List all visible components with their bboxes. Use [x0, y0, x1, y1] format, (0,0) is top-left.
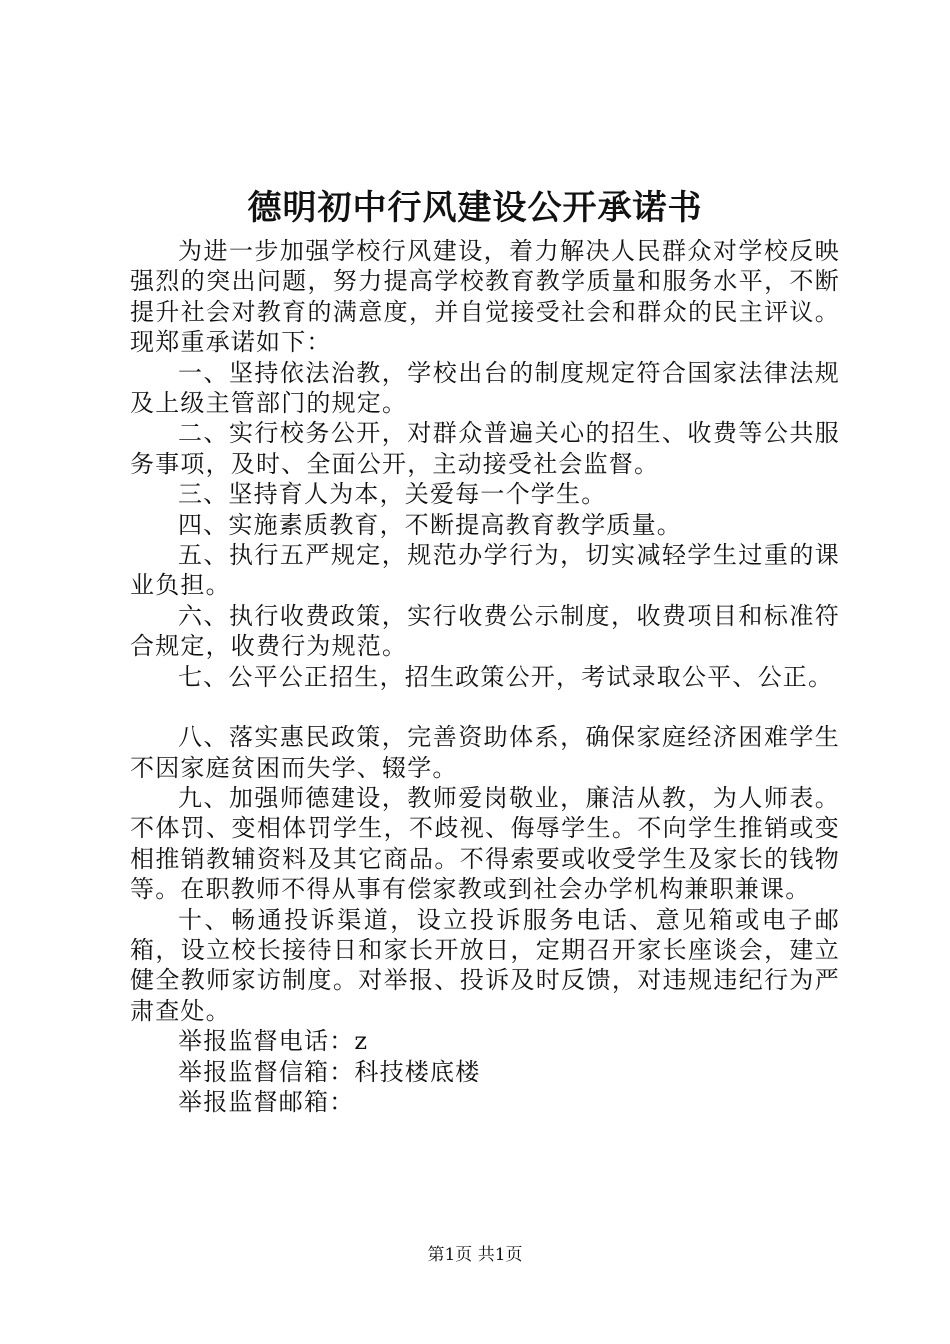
- document-body: [130, 236, 840, 1117]
- report-phone: 举报监督电话：z: [178, 1027, 369, 1056]
- commitment-5: 五、执行五严规定，规范办学行为，切实减轻学生过重的课业负担。: [130, 541, 840, 600]
- commitment-3: 三、坚持育人为本，关爱每一个学生。: [178, 480, 607, 509]
- commitment-1: 一、坚持依法治教，学校出台的制度规定符合国家法律法规及上级主管部门的规定。: [130, 358, 840, 418]
- commitment-7: 七、公平公正招生，招生政策公开，考试录取公平、公正。: [178, 662, 834, 691]
- report-email: 举报监督邮箱：: [178, 1087, 355, 1116]
- document-title: 德明初中行风建设公开承诺书: [247, 188, 703, 228]
- commitment-6: 六、执行收费政策，实行收费公示制度，收费项目和标准符合规定，收费行为规范。: [130, 601, 840, 661]
- commitment-10: 十、畅通投诉渠道，设立投诉服务电话、意见箱或电子邮箱，设立校长接待日和家长开放日，定期召开家长座谈会，建立健全教师家访制度。对举报、投诉及时反馈，对违规违纪行为严肃查处。: [130, 905, 840, 1025]
- commitment-9: 九、加强师德建设，教师爱岗敬业，廉洁从教，为人师表。不体罚、变相体罚学生，不歧视、侮辱学生。不向学生推销或变相推销教辅资料及其它商品。不得索要或收受学生及家长的钱物等。在职教师不得从事有偿家教或到社会办学机构兼职兼课。: [130, 783, 840, 904]
- commitment-8: 八、落实惠民政策，完善资助体系，确保家庭经济困难学生不因家庭贫困而失学、辍学。: [130, 723, 840, 782]
- report-mailbox: 举报监督信箱：科技楼底楼: [178, 1057, 481, 1086]
- commitment-2: 二、实行校务公开，对群众普遍关心的招生、收费等公共服务事项，及时、全面公开，主动接受社会监督。: [130, 419, 840, 478]
- page-footer: 第1页 共1页: [427, 1245, 523, 1265]
- intro-paragraph: 为进一步加强学校行风建设，着力解决人民群众对学校反映强烈的突出问题，努力提高学校教育教学质量和服务水平，不断提升社会对教育的满意度，并自觉接受社会和群众的民主评议。现郑重承诺如下：: [130, 237, 840, 357]
- commitment-4: 四、实施素质教育，不断提高教育教学质量。: [178, 510, 682, 539]
